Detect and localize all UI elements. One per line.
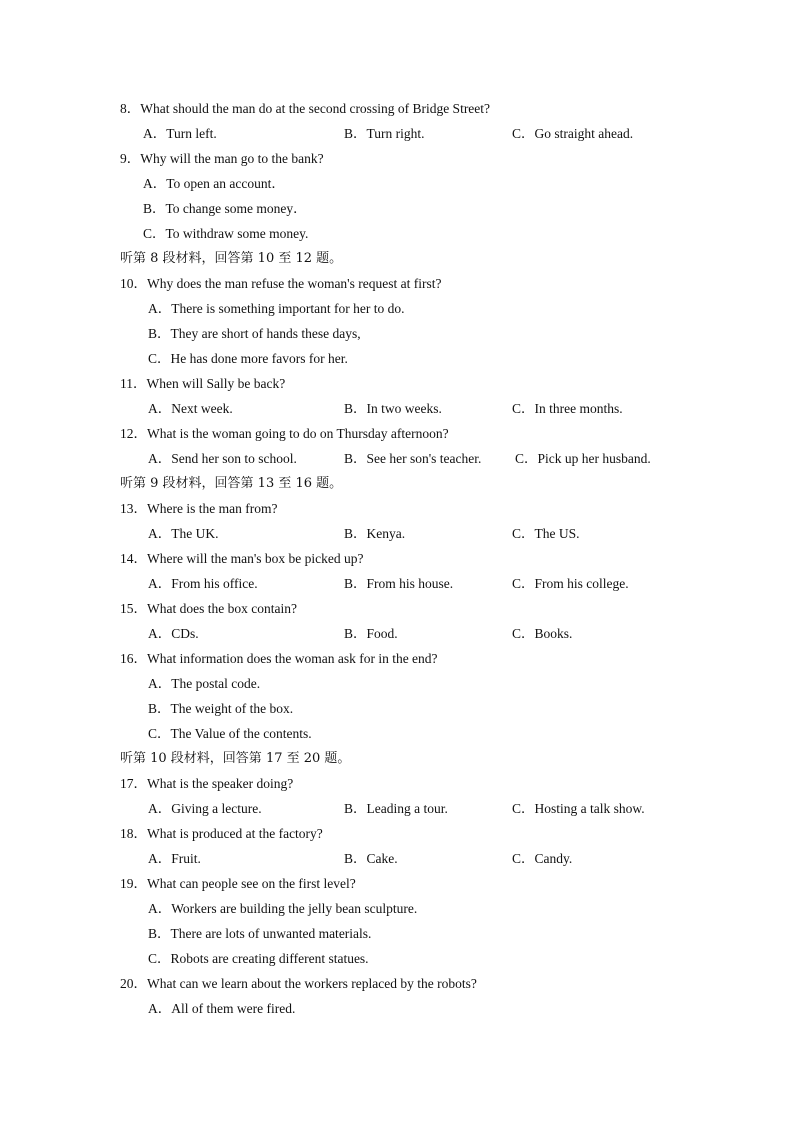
question-11-options bbox=[0, 396, 794, 421]
question-19 bbox=[0, 871, 794, 896]
question-9-option-c bbox=[0, 221, 794, 246]
question-stem: 20．What can we learn about the workers replaced by the robots? bbox=[120, 976, 477, 991]
option-b: B．Food. bbox=[344, 626, 398, 641]
option-c: C．Robots are creating different statues. bbox=[148, 951, 369, 966]
question-stem: 14．Where will the man's box be picked up? bbox=[120, 551, 364, 566]
option-a: A．Send her son to school. bbox=[148, 451, 297, 466]
question-13 bbox=[0, 496, 794, 521]
option-c: C．Pick up her husband. bbox=[515, 451, 651, 466]
question-stem: 18．What is produced at the factory? bbox=[120, 826, 323, 841]
option-a: A．From his office. bbox=[148, 576, 258, 591]
question-18 bbox=[0, 821, 794, 846]
option-b: B．From his house. bbox=[344, 576, 454, 591]
option-a: A．Fruit. bbox=[148, 851, 201, 866]
option-b: B．There are lots of unwanted materials. bbox=[148, 926, 372, 941]
option-b: B．Kenya. bbox=[344, 526, 406, 541]
option-a: A．There is something important for her to do. bbox=[148, 301, 405, 316]
question-20 bbox=[0, 971, 794, 996]
section-instruction: 听第 10 段材料，回答第 17 至 20 题。 bbox=[120, 751, 351, 766]
question-9 bbox=[0, 146, 794, 171]
question-stem: 11．When will Sally be back? bbox=[120, 376, 286, 391]
question-11 bbox=[0, 371, 794, 396]
question-stem: 13．Where is the man from? bbox=[120, 501, 278, 516]
option-a: A．All of them were fired. bbox=[148, 1001, 296, 1016]
option-b: B．In two weeks. bbox=[344, 401, 442, 416]
question-stem: 12．What is the woman going to do on Thursday afternoon? bbox=[120, 426, 449, 441]
question-19-option-c bbox=[0, 946, 794, 971]
question-10-option-b bbox=[0, 321, 794, 346]
question-17 bbox=[0, 771, 794, 796]
section-heading-8 bbox=[0, 246, 794, 271]
question-16-option-b bbox=[0, 696, 794, 721]
question-19-option-b bbox=[0, 921, 794, 946]
question-stem: 8．What should the man do at the second crossing of Bridge Street? bbox=[120, 101, 491, 116]
option-c: C．Books. bbox=[512, 626, 573, 641]
option-c: C．The US. bbox=[512, 526, 580, 541]
question-10 bbox=[0, 271, 794, 296]
question-9-option-b bbox=[0, 196, 794, 221]
section-heading-9 bbox=[0, 471, 794, 496]
option-c: C．From his college. bbox=[512, 576, 629, 591]
question-stem: 19．What can people see on the first level? bbox=[120, 876, 356, 891]
option-b: B．They are short of hands these days, bbox=[148, 326, 361, 341]
question-8-options bbox=[0, 121, 794, 146]
question-10-option-c bbox=[0, 346, 794, 371]
option-b: B．See her son's teacher. bbox=[344, 451, 482, 466]
question-15 bbox=[0, 596, 794, 621]
option-a: A．Giving a lecture. bbox=[148, 801, 262, 816]
option-a: A．The UK. bbox=[148, 526, 219, 541]
question-16-option-c bbox=[0, 721, 794, 746]
section-heading-10 bbox=[0, 746, 794, 771]
question-14-options bbox=[0, 571, 794, 596]
question-17-options bbox=[0, 796, 794, 821]
option-b: B．Leading a tour. bbox=[344, 801, 448, 816]
option-b: B．Cake. bbox=[344, 851, 398, 866]
question-16 bbox=[0, 646, 794, 671]
option-c: C．To withdraw some money. bbox=[143, 226, 309, 241]
option-b: B．The weight of the box. bbox=[148, 701, 294, 716]
question-stem: 17．What is the speaker doing? bbox=[120, 776, 294, 791]
question-15-options bbox=[0, 621, 794, 646]
option-a: A．CDs. bbox=[148, 626, 199, 641]
option-c: C．Candy. bbox=[512, 851, 573, 866]
option-a: A．To open an account． bbox=[143, 176, 285, 191]
option-c: C．The Value of the contents. bbox=[148, 726, 312, 741]
question-9-option-a bbox=[0, 171, 794, 196]
question-stem: 16．What information does the woman ask for in the end? bbox=[120, 651, 438, 666]
question-8 bbox=[0, 96, 794, 121]
option-c: C．Hosting a talk show. bbox=[512, 801, 645, 816]
question-16-option-a bbox=[0, 671, 794, 696]
section-instruction: 听第 9 段材料，回答第 13 至 16 题。 bbox=[120, 476, 343, 491]
option-b: B．Turn right. bbox=[344, 126, 425, 141]
question-19-option-a bbox=[0, 896, 794, 921]
question-10-option-a bbox=[0, 296, 794, 321]
option-c: C．In three months. bbox=[512, 401, 623, 416]
question-18-options bbox=[0, 846, 794, 871]
option-a: A．Next week. bbox=[148, 401, 233, 416]
question-stem: 9．Why will the man go to the bank? bbox=[120, 151, 324, 166]
question-stem: 10．Why does the man refuse the woman's request at first? bbox=[120, 276, 442, 291]
option-b: B．To change some money． bbox=[143, 201, 307, 216]
question-20-option-a bbox=[0, 996, 794, 1021]
question-12-options bbox=[0, 446, 794, 471]
section-instruction: 听第 8 段材料，回答第 10 至 12 题。 bbox=[120, 251, 343, 266]
question-stem: 15．What does the box contain? bbox=[120, 601, 297, 616]
option-c: C．He has done more favors for her. bbox=[148, 351, 348, 366]
option-a: A．The postal code. bbox=[148, 676, 261, 691]
option-c: C．Go straight ahead. bbox=[512, 126, 634, 141]
question-13-options bbox=[0, 521, 794, 546]
option-a: A．Turn left. bbox=[143, 126, 217, 141]
question-12 bbox=[0, 421, 794, 446]
question-14 bbox=[0, 546, 794, 571]
option-a: A．Workers are building the jelly bean sculpture. bbox=[148, 901, 418, 916]
